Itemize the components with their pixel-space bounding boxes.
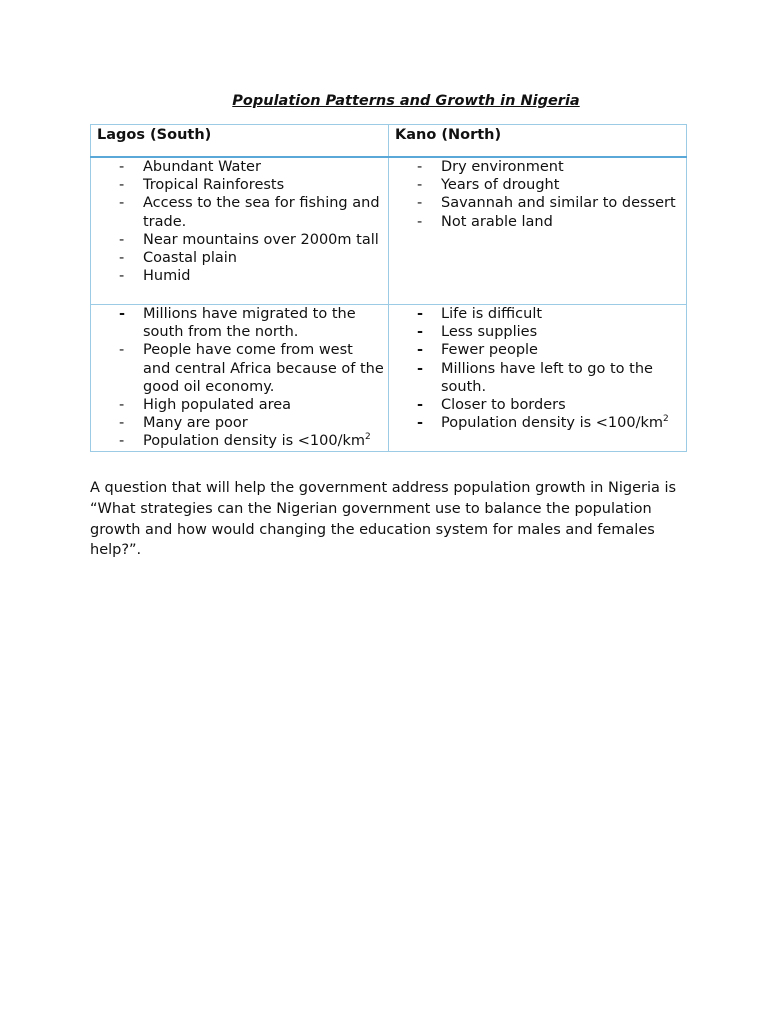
list-item <box>389 414 686 432</box>
list-item-text: Population density is $<100/km^2$ <box>441 414 669 432</box>
list-item <box>389 396 686 414</box>
list-item <box>389 158 686 176</box>
header-lagos: Lagos (South) <box>91 125 389 158</box>
list-item-text: Tropical Rainforests <box>143 177 285 194</box>
dash-bullet: - <box>119 250 125 267</box>
list-item-text: Millions have migrated to the south from the north. <box>143 306 356 341</box>
list-item-text: Closer to borders <box>441 397 566 414</box>
header-kano: Kano (North) <box>389 125 687 158</box>
dash-bullet: - <box>417 213 423 230</box>
list-item <box>91 396 388 414</box>
list-item-text: Access to the sea for fishing and trade. <box>143 195 380 230</box>
list-item <box>91 305 388 341</box>
list-item <box>91 158 388 176</box>
list-item-text: Savannah and similar to dessert <box>441 195 676 212</box>
list-item <box>91 249 388 267</box>
list-item <box>389 323 686 341</box>
dash-bullet: - <box>417 177 423 194</box>
dash-bullet: - <box>119 397 125 414</box>
list-item-text: Coastal plain <box>143 250 237 267</box>
list-item-text: Less supplies <box>441 324 538 341</box>
dash-bullet: - <box>417 415 424 432</box>
lagos-environment-cell <box>91 157 389 305</box>
dash-bullet: - <box>119 177 125 194</box>
list-item-text: Many are poor <box>143 415 248 432</box>
kano-population-cell <box>389 305 687 452</box>
kano-population-list <box>389 305 686 432</box>
list-item <box>389 305 686 323</box>
list-item <box>389 194 686 212</box>
list-item-text: Years of drought <box>441 177 560 194</box>
kano-environment-cell <box>389 157 687 305</box>
list-item <box>389 176 686 194</box>
list-item <box>91 432 388 450</box>
dash-bullet: - <box>417 360 424 377</box>
table-row-environment <box>91 157 687 305</box>
dash-bullet: - <box>417 342 424 359</box>
dash-bullet: - <box>119 433 125 450</box>
dash-bullet: - <box>417 195 423 212</box>
list-item <box>91 341 388 396</box>
question-paragraph: A question that will help the government address population growth in Nigeria is “What strategies can the Nigerian government use to balance the population growth and how would changing the education system for males and females help?”. <box>90 480 677 559</box>
list-item-text: People have come from west and central Africa because of the good oil economy. <box>143 342 384 395</box>
document-title: Population Patterns and Growth in Nigeria <box>232 93 580 109</box>
kano-environment-list <box>389 158 686 231</box>
dash-bullet: - <box>119 159 125 175</box>
dash-bullet: - <box>119 195 125 212</box>
list-item <box>91 194 388 230</box>
dash-bullet: - <box>417 397 424 414</box>
dash-bullet: - <box>119 415 125 432</box>
dash-bullet: - <box>119 342 125 359</box>
dash-bullet: - <box>119 231 125 248</box>
table-row-population <box>91 305 687 452</box>
list-item-text: Near mountains over 2000m tall <box>143 231 379 248</box>
list-item-text: High populated area <box>143 397 292 414</box>
list-item <box>91 414 388 432</box>
list-item <box>389 360 686 396</box>
dash-bullet: - <box>119 306 126 322</box>
dash-bullet: - <box>417 306 424 322</box>
comparison-table <box>90 124 687 452</box>
list-item <box>91 231 388 249</box>
list-item-text: Abundant Water <box>143 159 261 175</box>
dash-bullet: - <box>119 268 125 285</box>
list-item-text: Millions have left to go to the south. <box>441 360 653 395</box>
list-item <box>91 176 388 194</box>
lagos-environment-list <box>91 158 388 285</box>
list-item-text: Not arable land <box>441 213 553 230</box>
list-item-text: Population density is $<100/km^2$ <box>143 432 371 450</box>
list-item-text: Fewer people <box>441 342 538 359</box>
list-item-text: Humid <box>143 268 191 285</box>
list-item-text: Dry environment <box>441 159 564 175</box>
dash-bullet: - <box>417 324 424 341</box>
lagos-population-cell <box>91 305 389 452</box>
list-item-text: Life is difficult <box>441 306 543 322</box>
dash-bullet: - <box>417 159 423 175</box>
lagos-population-list <box>91 305 388 451</box>
list-item <box>389 341 686 359</box>
list-item <box>389 213 686 231</box>
list-item <box>91 267 388 285</box>
table-header-row <box>91 125 687 158</box>
